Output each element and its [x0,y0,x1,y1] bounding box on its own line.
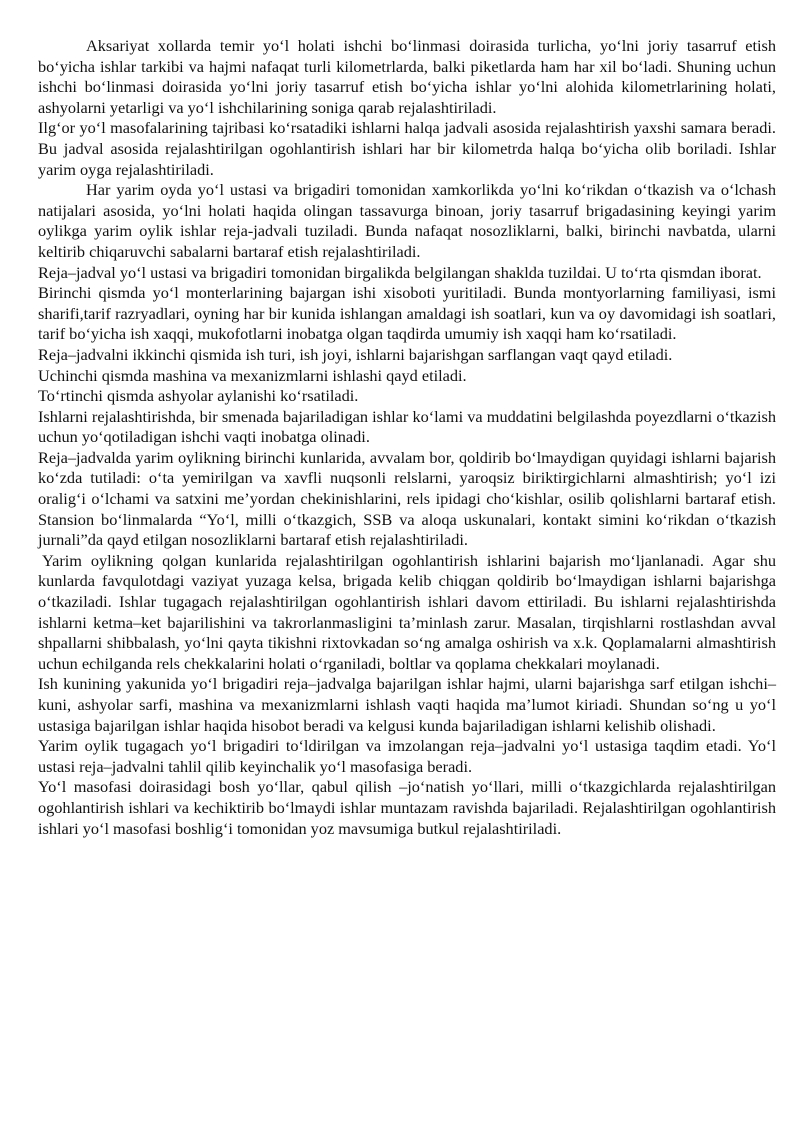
paragraph: Reja–jadval yo‘l ustasi va brigadiri tomonidan birgalikda belgilangan shaklda tuzildai. U to‘rta qismdan iborat. [38,262,762,282]
paragraph: Yarim oylikning qolgan kunlarida rejalashtirilgan ogohlantirish ishlarini bajarish mo‘ljanlanadi. Agar shu kunlarda favqulotdagi vaziyat yuzaga kelsa, brigada kelib chiqgan qoldirib bo‘lmaydigan ishlarni bajarishga o‘tkaziladi. Ishlar tugagach rejalashtirilgan ogohlantirish ishlari davom ettiriladi. Bu ishlarni rejalashtirishda ishlarni ketma–ket bajarilishini va takrorlanmasligini ta’minlash zarur. Masalan, tirqishlarni rostlashdan avval shpallarni shibbalash, yo‘lni qayta tikishni rixtovkadan so‘ng amalga oshirish va x.k. Qoplamalarni almashtirish uchun echilganda rels chekkalarini holati o‘rganiladi, boltlar va qoplama chekkalari moylanadi. [38,550,776,673]
paragraph: Yo‘l masofasi doirasidagi bosh yo‘llar, qabul qilish –jo‘natish yo‘llari, milli o‘tkazgichlarda rejalashtirilgan ogohlantirish ishlari va kechiktirib bo‘lmaydi ishlar muntazam ravishda bajariladi. Rejalashtirilgan ogohlantirish ishlari yo‘l masofasi boshlig‘i tomonidan yoz mavsumiga butkul rejalashtiriladi. [38,777,776,838]
paragraph: Reja–jadvalni ikkinchi qismida ish turi, ish joyi, ishlarni bajarishgan sarflangan vaqt qayd etiladi. [38,344,673,364]
paragraph: Yarim oylik tugagach yo‘l brigadiri to‘ldirilgan va imzolangan reja–jadvalni yo‘l ustasiga taqdim etadi. Yo‘l ustasi reja–jadvalni tahlil qilib keyinchalik yo‘l masofasiga beradi. [38,736,776,776]
paragraph: Aksariyat xollarda temir yo‘l holati ishchi bo‘linmasi doirasida turlicha, yo‘lni joriy tasarruf etish bo‘yicha ishlar tarkibi va hajmi nafaqat turli kilometrlarda, balki piketlarda ham har xil bo‘ladi. Shuning uchun ishchi bo‘linmasi doirasida yo‘lni joriy tasarruf etish bo‘yicha ishlar yo‘lni alohida kilometrlarining holati, ashyolarni yetarligi va yo‘l ishchilarining soniga qarab rejalashtiriladi. [38,36,776,117]
paragraph: Ishlarni rejalashtirishda, bir smenada bajariladigan ishlar ko‘lami va muddatini belgilashda poyezdlarni o‘tkazish uchun yo‘qotiladigan ishchi vaqti inobatga olinadi. [38,406,776,447]
paragraph: Ish kunining yakunida yo‘l brigadiri reja–jadvalga bajarilgan ishlar hajmi, ularni bajarishga sarf etilgan ishchi–kuni, ashyolar sarfi, mashina va mexanizmlarni ishlash vaqti haqida ma’lumot kiriadi. Shundan so‘ng u yo‘l ustasiga bajarilgan ishlar haqida hisobot beradi va kelgusi kunda bajariladigan ishlarni kelishib olishadi. [38,674,776,735]
paragraph: Reja–jadvalda yarim oylikning birinchi kunlarida, avvalam bor, qoldirib bo‘lmaydigan quyidagi ishlarni bajarish ko‘zda tutiladi: o‘ta yemirilgan va xavfli nuqsonli relslarni, yaroqsiz biriktirgichlarni almashtirish; yo‘l izi oralig‘i o‘lchami va satxini me’yordan chekinishlarini, rels ipidagi cho‘kishlar, osilib qolishlarni bartaraf etish. Stansion bo‘linmalarda “Yo‘l, milli o‘tkazgich, SSB va aloqa uskunalari, kontakt simini ko‘rikdan o‘tkazish jurnali”da qayd etilgan nosozliklarni bartaraf etish rejalashtiriladi. [38,447,776,550]
paragraph: Uchinchi qismda mashina va mexanizmlarni ishlashi qayd etiladi. [38,365,467,385]
paragraph: Har yarim oyda yo‘l ustasi va brigadiri tomonidan xamkorlikda yo‘lni ko‘rikdan o‘tkazish va o‘lchash natijalari asosida, yo‘lni holati haqida olingan tassavurga binoan, joriy tasarruf brigadasining keyingi yarim oylikga yarim oylik ishlar reja-jadvali tuziladi. Bunda nafaqat nosozliklarni, balki, birinchi navbatda, ularni keltirib chiqaruvchi sabalarni bartaraf etish rejalashtiriladi. [38,180,776,261]
paragraph: Birinchi qismda yo‘l monterlarining bajargan ishi xisoboti yuritiladi. Bunda montyorlarning familiyasi, ismi sharifi,tarif razryadlari, oyning har bir kunida ishlangan amaldagi ish soatlari, kun va oy davomidagi ish soatlari, tarif bo‘yicha ish xaqqi, mukofotlarni inobatga olgan taqdirda umumiy ish xaqqi ham ko‘rsatiladi. [38,283,776,344]
paragraph: To‘rtinchi qismda ashyolar aylanishi ko‘rsatiladi. [38,386,359,406]
paragraph: Ilg‘or yo‘l masofalarining tajribasi ko‘rsatadiki ishlarni halqa jadvali asosida rejalashtirish yaxshi samara beradi. Bu jadval asosida rejalashtirilgan ogohlantirish ishlari har bir kilometrda halqa bo‘yicha olib boriladi. Ishlar yarim oyga rejalashtiriladi. [38,118,776,179]
